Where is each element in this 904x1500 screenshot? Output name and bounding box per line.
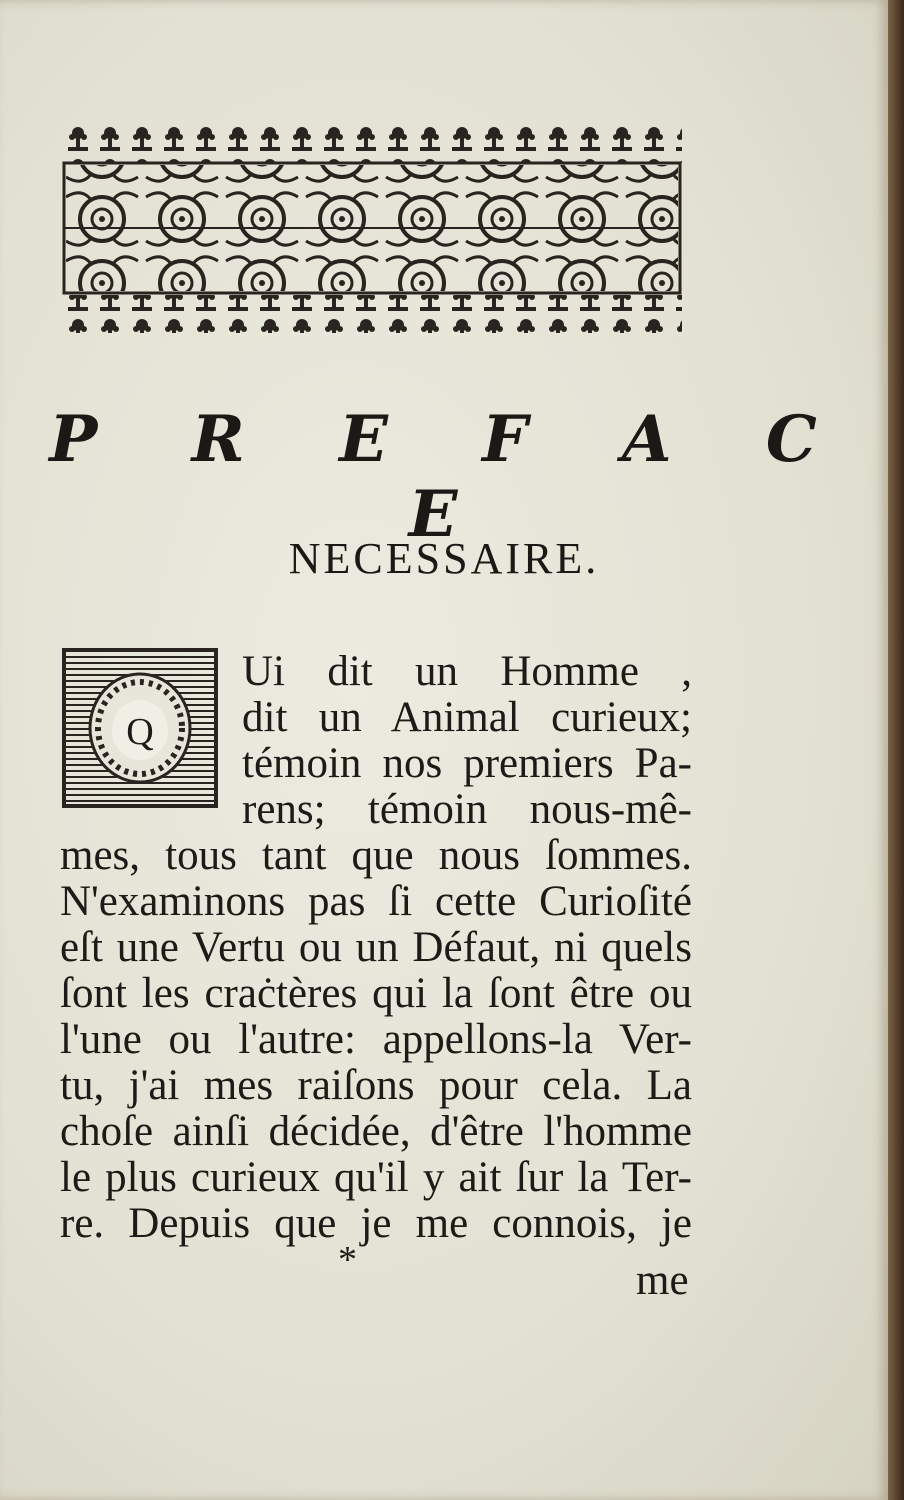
catchword: me	[636, 1257, 689, 1304]
text-line: Ui dit un Homme ,	[242, 648, 692, 695]
text-line: rens; témoin nous-mê-	[242, 786, 692, 833]
signature-mark: *	[338, 1239, 357, 1281]
page-subtitle: NECESSAIRE.	[288, 534, 600, 583]
ornamental-headpiece	[62, 123, 682, 333]
text-line: l'une ou l'autre: appellons-la Ver-	[60, 1016, 692, 1063]
text-line: N'examinons pas ſi cette Curioſité	[60, 878, 692, 925]
text-line: témoin nos premiers Pa-	[242, 740, 692, 787]
page-edge	[888, 0, 904, 1500]
page-title: P R E F A C E	[49, 402, 853, 552]
drop-cap-ornament	[62, 648, 218, 808]
drop-cap-letter: Q	[126, 711, 154, 753]
text-line: re. Depuis que je me connois, je	[60, 1200, 692, 1247]
text-line: dit un Animal curieux;	[242, 694, 692, 741]
text-line: mes, tous tant que nous ſommes.	[60, 832, 692, 879]
text-line: choſe ainſi décidée, d'être l'homme	[60, 1108, 692, 1155]
text-line: tu, j'ai mes raiſons pour cela. La	[60, 1062, 692, 1109]
text-line: ſont les craċtères qui la ſont être ou	[60, 970, 692, 1017]
text-line: eſt une Vertu ou un Défaut, ni quels	[60, 924, 692, 971]
text-line: le plus curieux qu'il y ait ſur la Ter-	[60, 1154, 692, 1201]
